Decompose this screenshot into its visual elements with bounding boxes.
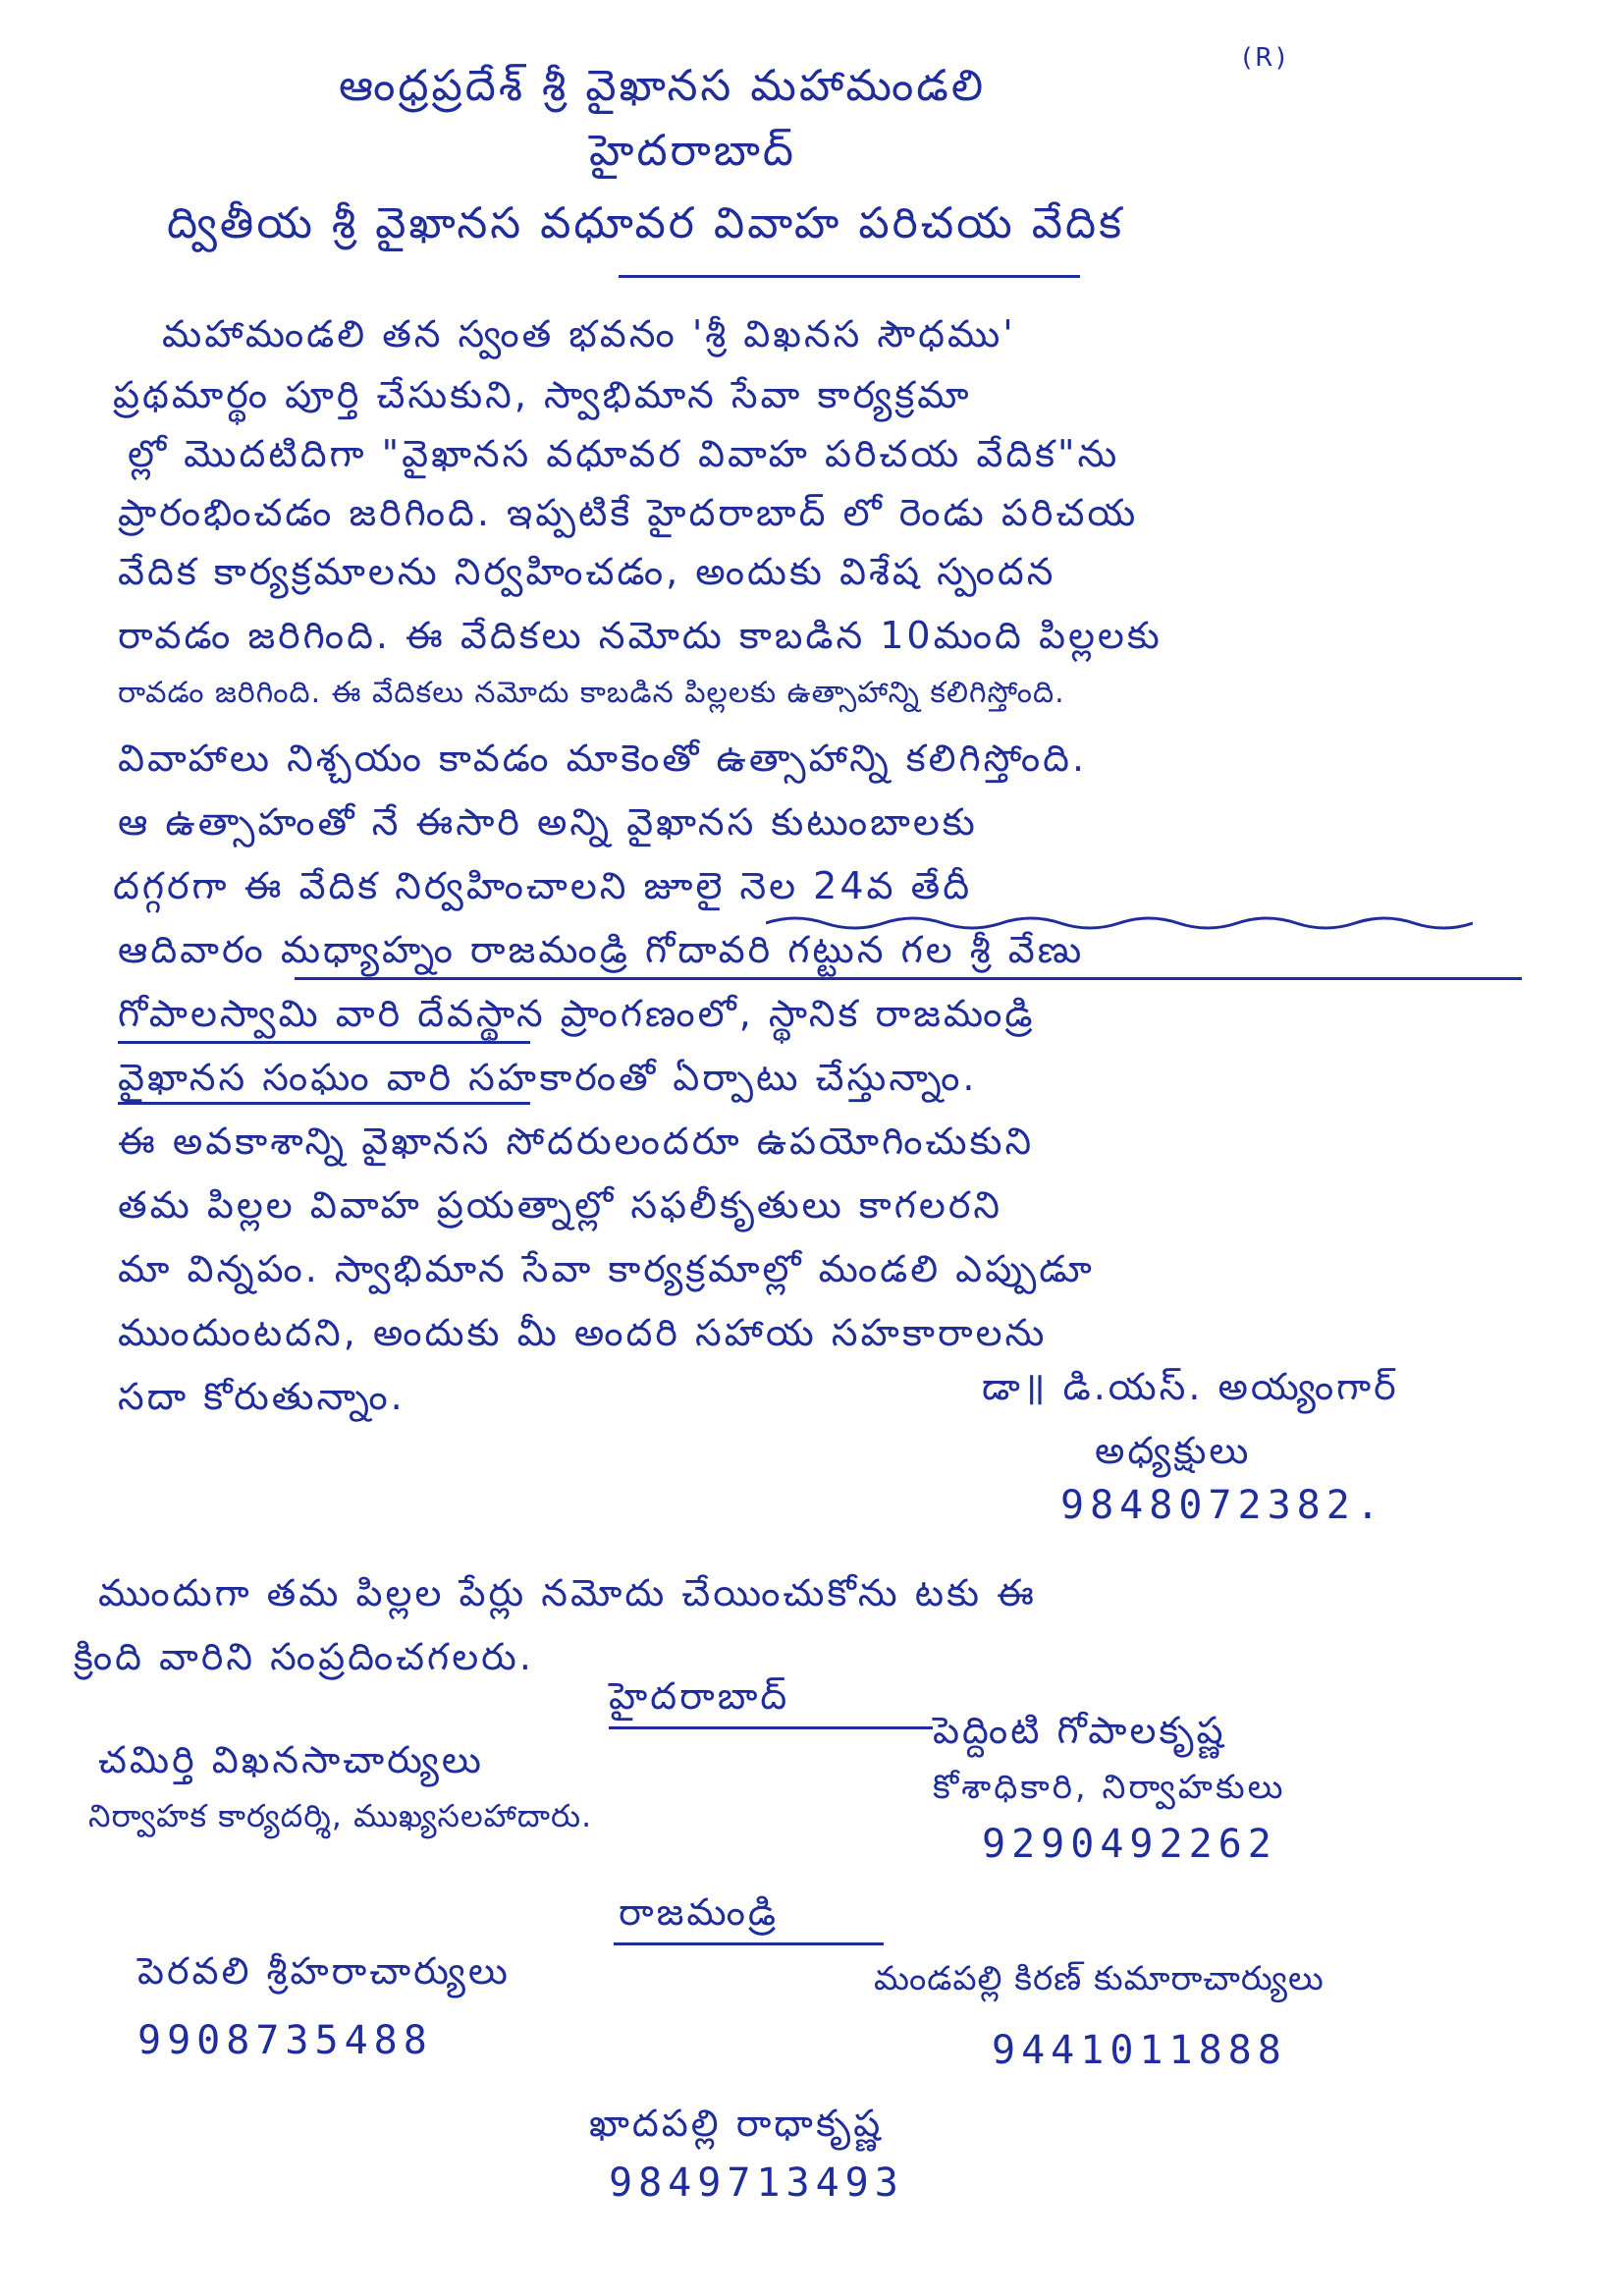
hyderabad-heading-underline [609,1726,933,1729]
hyderabad-heading: హైదరాబాద్ [609,1674,790,1718]
body-line: ప్రారంభించడం జరిగింది. ఇప్పటికే హైదరాబాద్ లో రెండు పరిచయ [118,491,1139,534]
body-line: వేదిక కార్యక్రమాలను నిర్వహించడం, అందుకు విశేష స్పందన [118,550,1056,593]
body-line: ప్రథమార్థం పూర్తి చేసుకుని, స్వాభిమాన సేవా కార్యక్రమా [113,373,972,416]
rajahmundry-left-phone: 9908735488 [137,2018,433,2063]
body-line: గోపాలస్వామి వారి దేవస్థాన ప్రాంగణంలో, స్థానిక రాజమండ్రి [118,992,1036,1035]
rajahmundry-heading-underline [614,1942,884,1945]
body-line: మా విన్నపం. స్వాభిమాన సేవా కార్యక్రమాల్లో మండలి ఎప్పుడూ [118,1247,1095,1290]
rajahmundry-heading: రాజమండ్రి [619,1890,779,1934]
hyderabad-left-name: చమిర్తి విఖనసాచార్యులు [98,1738,484,1781]
rajahmundry-right-phone: 9441011888 [992,2028,1287,2073]
body-line: ముందుంటదని, అందుకు మీ అందరి సహాయ సహకారాలను [118,1311,1048,1354]
body-line: ఆ ఉత్సాహంతో నే ఈసారి అన్ని వైఖానస కుటుంబాలకు [118,800,978,844]
president-phone: 9848072382. [1060,1483,1385,1528]
hyderabad-left-role: నిర్వాహక కార్యదర్శి, ముఖ్యసలహాదారు. [88,1797,593,1834]
body-line: ఈ అవకాశాన్ని వైఖానస సోదరులందరూ ఉపయోగించుకుని [118,1120,1035,1163]
body-line: రావడం జరిగింది. ఈ వేదికలు నమోదు కాబడిన 10మంది పిల్లలకు [118,614,1163,657]
header-event-title: ద్వితీయ శ్రీ వైఖానస వధూవర వివాహ పరిచయ వేదిక [167,198,1125,248]
rajahmundry-bottom-phone: 9849713493 [609,2160,904,2206]
body-line: సదా కోరుతున్నాం. [118,1375,406,1418]
header-underline [619,275,1080,278]
body-line: ల్లో మొదటిదిగా "వైఖానస వధూవర వివాహ పరిచయ వేదిక"ను [128,432,1120,475]
body-line: వైఖానస సంఘం వారి సహకారంతో ఏర్పాటు చేస్తున్నాం. [118,1056,978,1099]
rajahmundry-left-name: పెరవలి శ్రీహరాచార్యులు [137,1949,511,1993]
president-role: అధ్యక్షులు [1095,1429,1252,1472]
venue-underline [295,977,1522,980]
body-line: రావడం జరిగింది. ఈ వేదికలు నమోదు కాబడిన పిల్లలకు ఉత్సాహాన్ని కలిగిస్తోంది. [118,676,1065,710]
body-line: ఆదివారం మధ్యాహ్నం రాజమండ్రి గోదావరి గట్టున గల శ్రీ వేణు [118,928,1085,971]
rajahmundry-right-name: మండపల్లి కిరణ్ కుమారాచార్యులు [874,1959,1325,1998]
body-line: వివాహాలు నిశ్చయం కావడం మాకెంతో ఉత్సాహాన్ని కలిగిస్తోంది. [118,737,1088,780]
president-name: డా॥ డి.యస్. అయ్యంగార్ [982,1365,1399,1408]
body-line: తమ పిల్లల వివాహ ప్రయత్నాల్లో సఫలీకృతులు కాగలరని [118,1183,1003,1227]
header-organization: ఆంధ్రప్రదేశ్ శ్రీ వైఖానస మహామండలి [339,61,987,111]
sangham-underline [118,1102,530,1105]
venue-underline [118,1041,530,1044]
rajahmundry-bottom-name: ఖాదపల్లి రాధాకృష్ణ [589,2102,884,2145]
contact-note-line: క్రింది వారిని సంప్రదించగలరు. [74,1635,534,1678]
header-city: హైదరాబాద్ [589,126,796,176]
hyderabad-right-role: కోశాధికారి, నిర్వాహకులు [933,1768,1286,1807]
contact-note-line: ముందుగా తమ పిల్లల పేర్లు నమోదు చేయించుకోను టకు ఈ [98,1571,1037,1614]
body-line: దగ్గరగా ఈ వేదిక నిర్వహించాలని జూలై నెల 24వ తేదీ [113,864,973,907]
registered-mark: (R) [1242,43,1289,73]
body-line: మహామండలి తన స్వంత భవనం 'శ్రీ విఖనస సౌధము' [162,312,1016,355]
hyderabad-right-phone: 9290492262 [982,1822,1277,1867]
hyderabad-right-name: పెద్దింటి గోపాలకృష్ణ [933,1709,1226,1752]
